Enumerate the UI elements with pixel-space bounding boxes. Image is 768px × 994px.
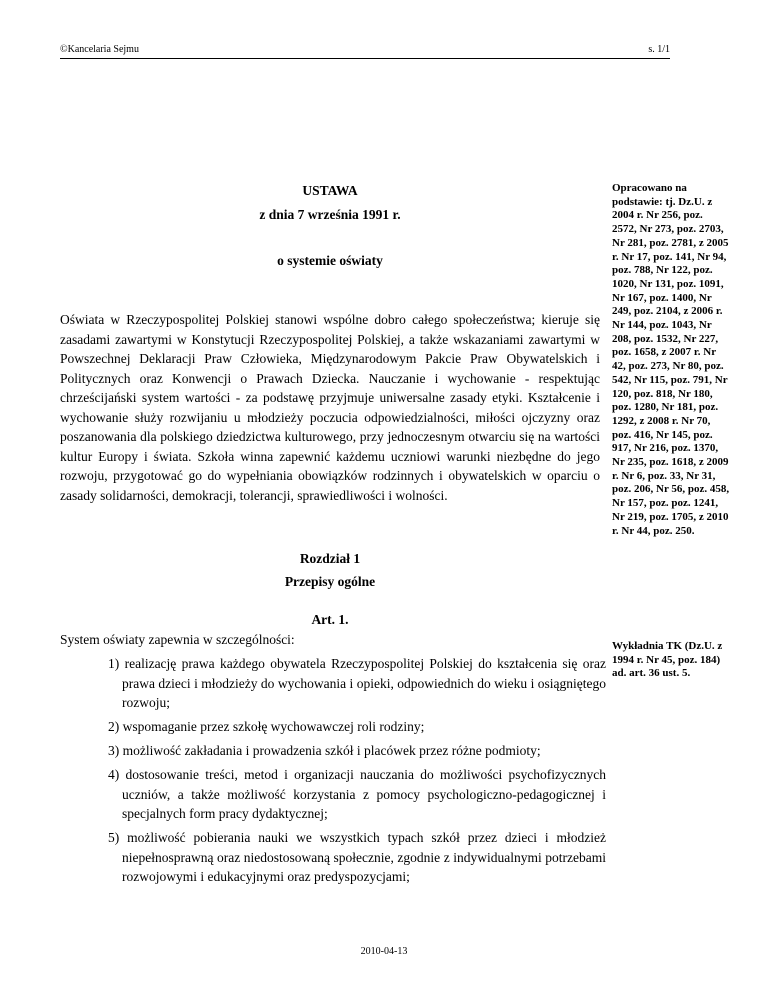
article-label: Art. 1. <box>311 612 349 627</box>
list-item: 1) realizację prawa każdego obywatela Rzeczypospolitej Polskiej do kształcenia się oraz prawa dzieci i młodzieży do wychowania i opieki, odpowiednich do wieku i osiągniętego rozwoju; <box>108 656 606 710</box>
footer-date: 2010-04-13 <box>360 946 408 957</box>
source-sidenote: Opracowano na podstawie: tj. Dz.U. z 2004 r. Nr 256, poz. 2572, Nr 273, poz. 2703, Nr 281, poz. 2781, z 2005 r. Nr 17, poz. 141, Nr 94, poz. 788, Nr 122, poz. 1020, Nr 131, poz. 1091, Nr 167, poz. 1400, Nr 249, poz. 2104, z 2006 r. Nr 144, poz. 1043, Nr 208, poz. 1532, Nr 227, poz. 1658, z 2007 r. Nr 42, poz. 273, Nr 80, poz. 542, Nr 115, poz. 791, Nr 120, poz. 818, Nr 180, poz. 1280, Nr 181, poz. 1292, z 2008 r. Nr 70, poz. 416, Nr 145, poz. 917, Nr 216, poz. 1370, Nr 235, poz. 1618, z 2009 r. Nr 6, poz. 33, Nr 31, poz. 206, Nr 56, poz. 458, Nr 157, poz. poz. 1241, Nr 219, poz. 1705, z 2010 r. Nr 44, poz. 250. <box>612 182 730 537</box>
chapter-number: Rozdział 1 <box>299 551 361 566</box>
article-items-list <box>108 654 606 891</box>
interpretation-sidenote: Wykładnia TK (Dz.U. z 1994 r. Nr 45, poz. 184) ad. art. 36 ust. 5. <box>612 640 723 680</box>
page-number: s. 1/1 <box>648 44 670 55</box>
list-item: 2) wspomaganie przez szkołę wychowawczej roli rodziny; <box>108 719 425 734</box>
act-date: z dnia 7 września 1991 r. <box>259 207 401 222</box>
list-item: 5) możliwość pobierania nauki we wszystkich typach szkół przez dzieci i młodzież niepełnosprawną oraz niedostosowaną społecznie, zgodnie z indywidualnymi potrzebami rozwojowymi i edukacyjnymi oraz predyspozycjami; <box>108 830 606 884</box>
list-item: 3) możliwość zakładania i prowadzenia szkół i placówek przez różne podmioty; <box>108 743 541 758</box>
act-subject: o systemie oświaty <box>277 253 383 268</box>
preamble-paragraph: Oświata w Rzeczypospolitej Polskiej stanowi wspólne dobro całego społeczeństwa; kieruje się zasadami zawartymi w Konstytucji Rzeczypospolitej Polskiej, a także wskazaniami zawartymi w Powszechnej Deklaracji Praw Człowieka, Międzynarodowym Pakcie Praw Obywatelskich i Politycznych oraz Konwencji o Prawach Dziecka. Nauczanie i wychowanie - respektując chrześcijański system wartości - za podstawę przyjmuje uniwersalne zasady etyki. Kształcenie i wychowanie służy rozwijaniu u młodzieży poczucia odpowiedzialności, miłości ojczyzny oraz poszanowania dla polskiego dziedzictwa kulturowego, przy jednoczesnym otwarciu się na wartości kultur Europy i świata. Szkoła winna zapewnić każdemu uczniowi warunki niezbędne do jego rozwoju, przygotować go do wypełniania obowiązków rodzinnych i obywatelskich w oparciu o zasady solidarności, demokracji, tolerancji, sprawiedliwości i wolności. <box>60 312 600 503</box>
publisher-label: ©Kancelaria Sejmu <box>60 44 139 55</box>
list-item: 4) dostosowanie treści, metod i organizacji nauczania do możliwości psychofizycznych uczniów, a także możliwość korzystania z pomocy psychologiczno-pedagogicznej i specjalnych form pracy dydaktycznej; <box>108 767 606 821</box>
page-header <box>60 44 670 59</box>
act-type: USTAWA <box>302 183 358 198</box>
article-intro: System oświaty zapewnia w szczególności: <box>60 632 295 647</box>
chapter-title: Przepisy ogólne <box>284 574 376 589</box>
